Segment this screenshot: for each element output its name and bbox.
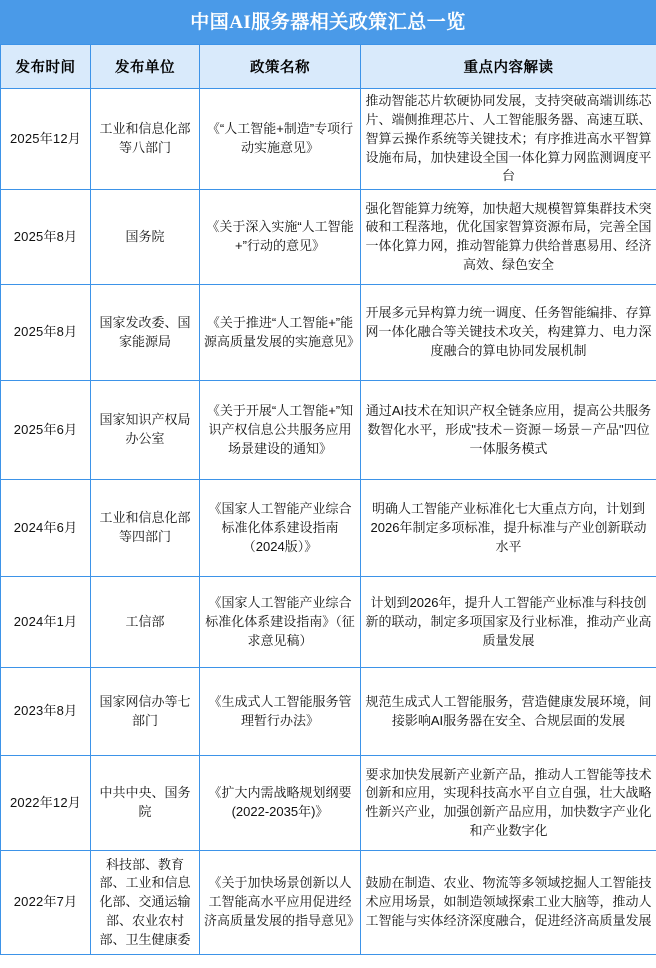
cell-content: 明确人工智能产业标准化七大重点方向，计划到2026年制定多项标准，提升标准与产业创新联动水平 [361, 480, 656, 577]
cell-policy: 《“人工智能+制造”专项行动实施意见》 [200, 89, 361, 190]
page-title-banner [0, 0, 656, 44]
table-row [1, 285, 656, 381]
column-header-date: 发布时间 [1, 45, 91, 89]
cell-unit: 工信部 [91, 577, 200, 668]
cell-date: 2022年7月 [1, 851, 91, 955]
cell-unit: 工业和信息化部等八部门 [91, 89, 200, 190]
cell-date: 2025年6月 [1, 381, 91, 480]
cell-policy: 《关于深入实施“人工智能+”行动的意见》 [200, 190, 361, 285]
table-row [1, 381, 656, 480]
cell-date: 2025年8月 [1, 190, 91, 285]
cell-date: 2024年1月 [1, 577, 91, 668]
table-header [1, 45, 656, 89]
table-header-row [1, 45, 656, 89]
cell-content: 强化智能算力统筹，加快超大规模智算集群技术突破和工程落地，优化国家智算资源布局，完善全国一体化算力网，推动智能算力供给普惠易用、经济高效、绿色安全 [361, 190, 656, 285]
cell-date: 2025年12月 [1, 89, 91, 190]
table-row [1, 89, 656, 190]
table-row [1, 756, 656, 851]
cell-unit: 工业和信息化部等四部门 [91, 480, 200, 577]
cell-unit: 中共中央、国务院 [91, 756, 200, 851]
table-row [1, 668, 656, 756]
policy-summary-table [0, 44, 656, 955]
column-header-unit: 发布单位 [91, 45, 200, 89]
cell-unit: 国家网信办等七部门 [91, 668, 200, 756]
cell-content: 规范生成式人工智能服务，营造健康发展环境，间接影响AI服务器在安全、合规层面的发展 [361, 668, 656, 756]
cell-date: 2025年8月 [1, 285, 91, 381]
cell-policy: 《关于推进“人工智能+”能源高质量发展的实施意见》 [200, 285, 361, 381]
cell-policy: 《生成式人工智能服务管理暂行办法》 [200, 668, 361, 756]
cell-date: 2024年6月 [1, 480, 91, 577]
cell-policy: 《国家人工智能产业综合标准化体系建设指南》（征求意见稿） [200, 577, 361, 668]
cell-policy: 《扩大内需战略规划纲要(2022-2035年)》 [200, 756, 361, 851]
cell-unit: 国家知识产权局办公室 [91, 381, 200, 480]
table-row [1, 577, 656, 668]
cell-unit: 国务院 [91, 190, 200, 285]
table-body [1, 89, 656, 955]
cell-date: 2022年12月 [1, 756, 91, 851]
table-row [1, 480, 656, 577]
cell-unit: 科技部、教育部、工业和信息化部、交通运输部、农业农村部、卫生健康委 [91, 851, 200, 955]
cell-policy: 《关于加快场景创新以人工智能高水平应用促进经济高质量发展的指导意见》 [200, 851, 361, 955]
table-row [1, 190, 656, 285]
column-header-content: 重点内容解读 [361, 45, 656, 89]
cell-content: 计划到2026年，提升人工智能产业标准与科技创新的联动，制定多项国家及行业标准，推动产业高质量发展 [361, 577, 656, 668]
column-header-policy: 政策名称 [200, 45, 361, 89]
page-title: 中国AI服务器相关政策汇总一览 [190, 11, 466, 33]
cell-unit: 国家发改委、国家能源局 [91, 285, 200, 381]
table-row [1, 851, 656, 955]
cell-content: 要求加快发展新产业新产品，推动人工智能等技术创新和应用，实现科技高水平自立自强，壮大战略性新兴产业，加强创新产品应用，加快数字产业化和产业数字化 [361, 756, 656, 851]
cell-policy: 《关于开展“人工智能+”知识产权信息公共服务应用场景建设的通知》 [200, 381, 361, 480]
cell-content: 推动智能芯片软硬协同发展，支持突破高端训练芯片、端侧推理芯片、人工智能服务器、高速互联、智算云操作系统等关键技术；有序推进高水平智算设施布局，加快建设全国一体化算力网监测调度平台 [361, 89, 656, 190]
cell-content: 鼓励在制造、农业、物流等多领域挖掘人工智能技术应用场景，如制造领域探索工业大脑等，推动人工智能与实体经济深度融合，促进经济高质量发展 [361, 851, 656, 955]
cell-date: 2023年8月 [1, 668, 91, 756]
cell-content: 通过AI技术在知识产权全链条应用，提高公共服务数智化水平，形成"技术－资源－场景－产品"四位一体服务模式 [361, 381, 656, 480]
cell-policy: 《国家人工智能产业综合标准化体系建设指南（2024版）》 [200, 480, 361, 577]
cell-content: 开展多元异构算力统一调度、任务智能编排、存算网一体化融合等关键技术攻关，构建算力、电力深度融合的算电协同发展机制 [361, 285, 656, 381]
